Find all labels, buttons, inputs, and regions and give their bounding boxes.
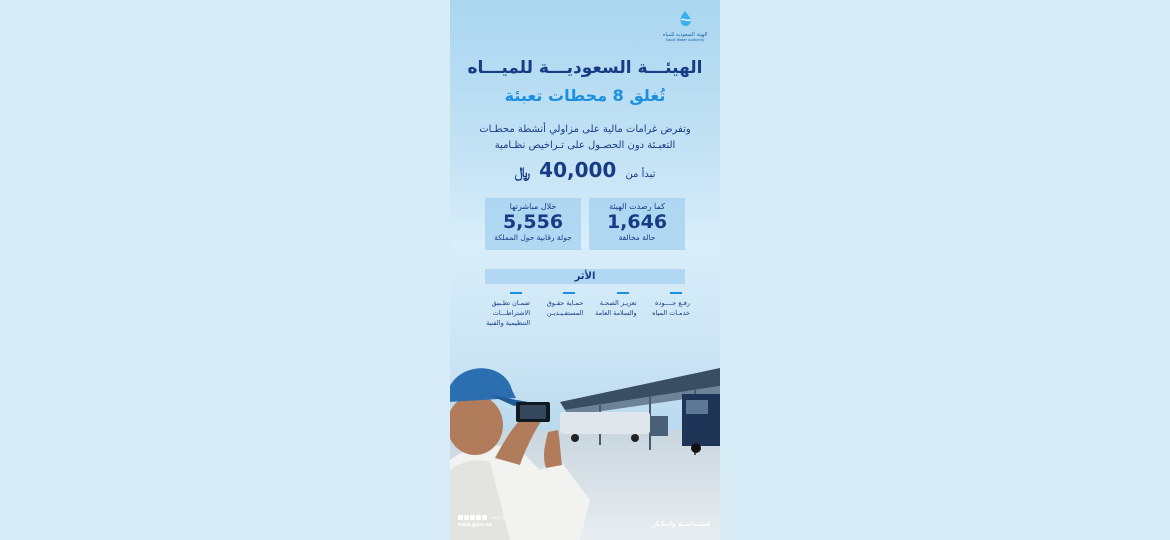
impact-text: رفـع جــــودة خدمـات المياه — [652, 299, 690, 317]
social-icons — [458, 515, 505, 520]
inspector-photo — [450, 350, 720, 540]
impact-text: حمـاية حقـوق المستفـيـديـن — [546, 299, 584, 317]
website-link[interactable]: swa.gov.sa — [458, 522, 493, 528]
stat-post: حالة مخالفة — [618, 233, 656, 242]
dash-divider — [563, 292, 575, 294]
dash-divider — [670, 292, 682, 294]
slogan: استـدامــة وابتكـار — [652, 520, 710, 528]
stat-value: 1,646 — [606, 211, 668, 233]
dash-divider — [617, 292, 629, 294]
impact-text: تعزيـز الصحـة والسلامة العامة — [595, 299, 637, 317]
logo-text-ar: الهيئة السعودية للمياه — [662, 32, 708, 38]
fine-from-label: تبدأ من — [625, 169, 656, 180]
swa-logo — [660, 10, 710, 42]
dash-divider — [510, 292, 522, 294]
footer-contact — [458, 515, 505, 528]
water-drop-logo-icon — [676, 10, 694, 28]
stat-value: 5,556 — [502, 211, 564, 233]
impact-item — [480, 292, 530, 328]
fine-amount — [450, 158, 720, 182]
linkedin-social-icon[interactable] — [476, 515, 481, 520]
stat-inspections — [485, 198, 581, 250]
stat-pre: خلال مباشرتها — [509, 202, 557, 211]
headline-line1: الهيئـــة السعوديـــة للميـــاه — [467, 58, 703, 78]
stat-pre: كما رصدت الهيئة — [609, 202, 665, 211]
impact-item — [640, 292, 690, 328]
impact-item — [587, 292, 637, 328]
subheadline: وتفرض غرامات مالية على مزاولي أنشطة محطـات التعبـئة دون الحصـول على تـراخيص نظـامية — [479, 124, 691, 151]
impact-title: الأثر — [485, 269, 685, 284]
social-handle: swa_sa — [491, 515, 506, 520]
x-social-icon[interactable] — [458, 515, 463, 520]
impact-list — [480, 292, 690, 328]
fine-value: 40,000 — [539, 158, 617, 182]
youtube-social-icon[interactable] — [470, 515, 475, 520]
stat-post: جولة رقابية حول المملكة — [494, 233, 572, 242]
poster — [450, 0, 720, 540]
logo-text-en: Saudi Water Authority — [665, 38, 705, 42]
stat-violations — [589, 198, 685, 250]
riyal-currency-icon: ﷼ — [514, 165, 531, 181]
snapchat-social-icon[interactable] — [482, 515, 487, 520]
instagram-social-icon[interactable] — [464, 515, 469, 520]
headline-line2: تُغلق 8 محطات تعبئة — [504, 86, 666, 105]
impact-item — [533, 292, 583, 328]
impact-text: ضمـان تطـبيق الاشتراطـــات التنظيمية والفنية — [486, 299, 531, 327]
